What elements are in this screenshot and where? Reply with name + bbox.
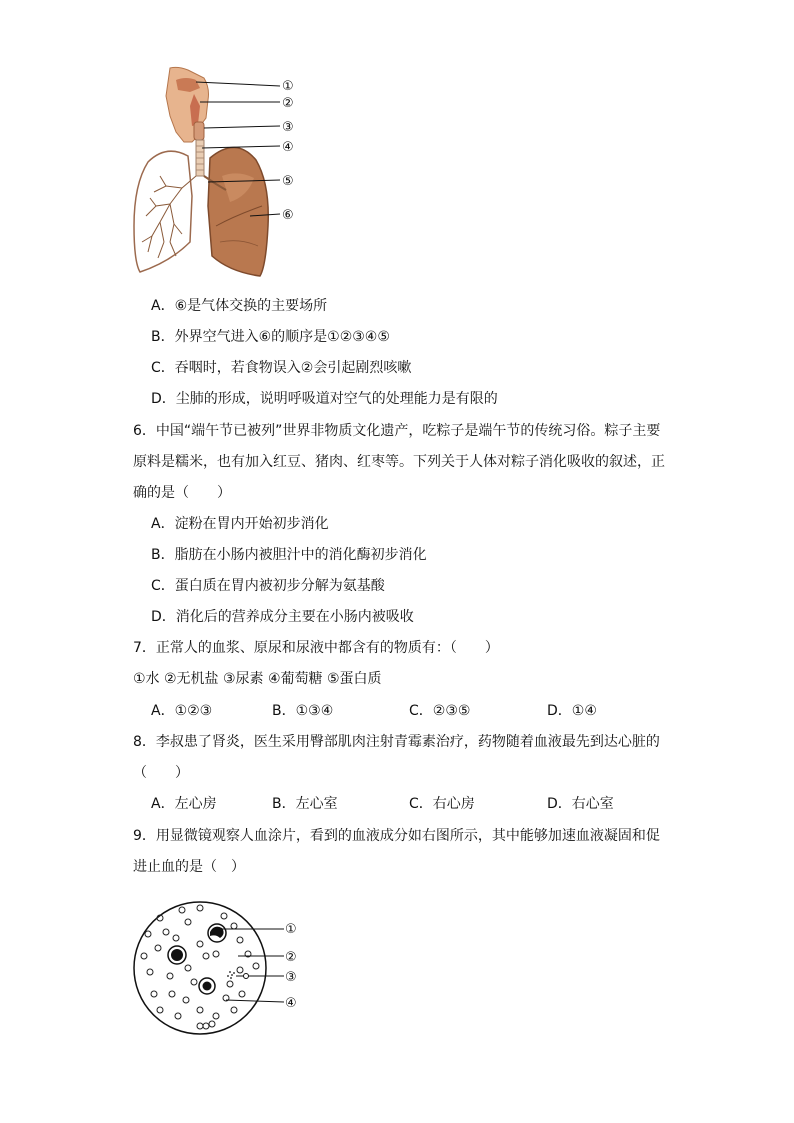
q7-option-d: D．①④ — [547, 703, 597, 719]
resp-label-3: ③ — [282, 120, 294, 135]
blood-label-1: ① — [285, 922, 297, 937]
q9-stem-line-1: 9．用显微镜观察人血涂片，看到的血液成分如右图所示，其中能够加速血液凝固和促 — [133, 828, 660, 844]
microscope-field — [134, 902, 266, 1034]
q7-option-b: B．①③④ — [272, 703, 334, 719]
q8-stem-line-2: （ ） — [133, 765, 189, 781]
q8-stem-line-1: 8．李叔患了肾炎，医生采用臀部肌肉注射青霉素治疗，药物随着血液最先到达心脏的 — [133, 734, 660, 750]
respiratory-system-figure — [130, 66, 310, 278]
q5-option-d: D．尘肺的形成，说明呼吸道对空气的处理能力是有限的 — [151, 391, 498, 407]
q7-items: ①水 ②无机盐 ③尿素 ④葡萄糖 ⑤蛋白质 — [133, 671, 382, 687]
blood-label-4: ④ — [285, 996, 297, 1011]
q5-option-b: B．外界空气进入⑥的顺序是①②③④⑤ — [151, 329, 390, 345]
resp-label-4: ④ — [282, 140, 294, 155]
blood-smear-figure — [130, 898, 310, 1038]
blood-label-2: ② — [285, 950, 297, 965]
q6-stem-line-1: 6．中国“端午节已被列”世界非物质文化遗产，吃粽子是端午节的传统习俗。粽子主要 — [133, 423, 661, 439]
q6-option-d: D．消化后的营养成分主要在小肠内被吸收 — [151, 609, 414, 625]
q6-stem-line-2: 原料是糯米，也有加入红豆、猪肉、红枣等。下列关于人体对粽子消化吸收的叙述，正 — [133, 454, 665, 470]
q6-option-a: A．淀粉在胃内开始初步消化 — [151, 516, 329, 532]
right-lung — [208, 147, 268, 276]
blood-label-3: ③ — [285, 970, 297, 985]
left-lung-outline — [134, 151, 192, 272]
q5-option-a: A．⑥是气体交换的主要场所 — [151, 298, 328, 314]
q9-stem-line-2: 进止血的是（ ） — [133, 859, 245, 875]
q6-option-c: C．蛋白质在胃内被初步分解为氨基酸 — [151, 578, 385, 594]
q7-stem: 7．正常人的血浆、原尿和尿液中都含有的物质有：（ ） — [133, 640, 499, 656]
q5-option-c: C．吞咽时，若食物误入②会引起剧烈咳嗽 — [151, 360, 412, 376]
q6-option-b: B．脂肪在小肠内被胆汁中的消化酶初步消化 — [151, 547, 427, 563]
q7-option-c: C．②③⑤ — [409, 703, 471, 719]
q7-option-a: A．①②③ — [151, 703, 213, 719]
resp-label-6: ⑥ — [282, 208, 294, 223]
resp-label-2: ② — [282, 96, 294, 111]
q8-option-b: B．左心室 — [272, 796, 338, 812]
resp-label-1: ① — [282, 79, 294, 94]
q8-option-c: C．右心房 — [409, 796, 475, 812]
resp-label-5: ⑤ — [282, 174, 294, 189]
q8-option-a: A．左心房 — [151, 796, 217, 812]
q8-option-d: D．右心室 — [547, 796, 614, 812]
q6-stem-line-3: 确的是（ ） — [133, 485, 231, 501]
larynx — [194, 122, 204, 140]
